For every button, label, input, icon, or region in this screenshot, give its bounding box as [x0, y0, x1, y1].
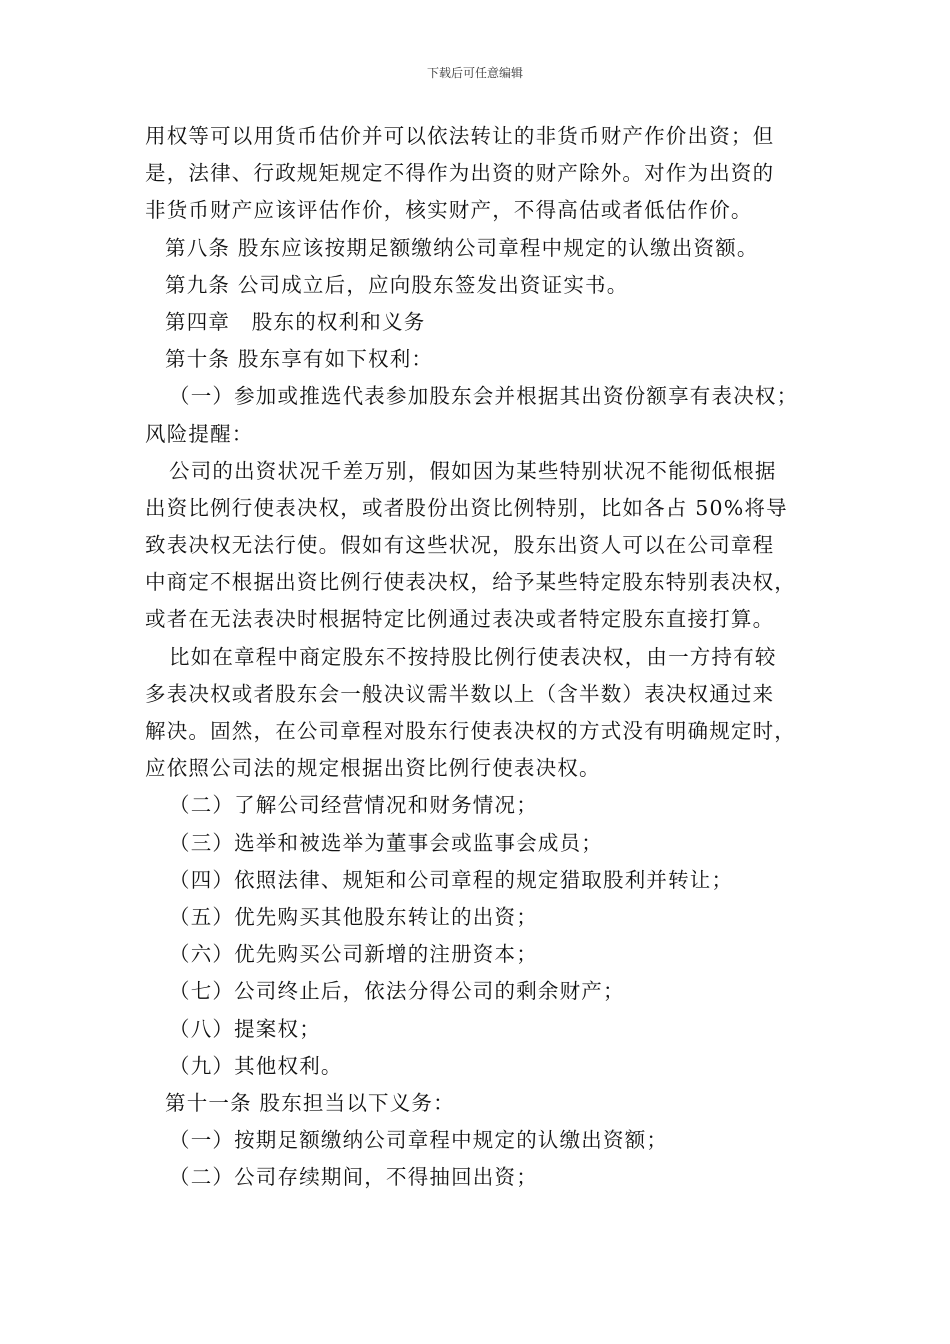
list-item: （四）依照法律、规矩和公司章程的规定猎取股利并转让；	[169, 867, 734, 892]
list-item: （六）优先购买公司新增的注册资本；	[169, 942, 538, 967]
text-line: 是，法律、行政规矩规定不得作为出资的财产除外。对作为出资的	[145, 161, 775, 186]
text-line: 解决。固然，在公司章程对股东行使表决权的方式没有明确规定时，	[145, 719, 796, 743]
page-header: 下载后可任意编辑	[426, 66, 523, 80]
list-item: （八）提案权；	[169, 1016, 321, 1041]
list-item: （一）参加或推选代表参加股东会并根据其出资份额享有表决权；	[169, 384, 799, 409]
list-item: （一）按期足额缴纳公司章程中规定的认缴出资额；	[169, 1128, 669, 1153]
text-line: 公司的出资状况千差万别，假如因为某些特别状况不能彻低根据	[169, 458, 777, 483]
list-item: （三）选举和被选举为董事会或监事会成员；	[169, 830, 603, 855]
list-item: （二）了解公司经营情况和财务情况；	[169, 793, 538, 818]
text-line: 或者在无法表决时根据特定比例通过表决或者特定股东直接打算。	[145, 607, 775, 632]
text-line: 致表决权无法行使。假如有这些状况，股东出资人可以在公司章程	[145, 533, 775, 558]
article-11: 第十一条 股东担当以下义务：	[165, 1090, 455, 1115]
article-10: 第十条 股东享有如下权利：	[165, 347, 434, 372]
text-line: 比如在章程中商定股东不按持股比例行使表决权，由一方持有较	[169, 644, 777, 669]
text-line: 用权等可以用货币估价并可以依法转让的非货币财产作价出资；但	[145, 124, 775, 148]
risk-reminder-heading: 风险提醒：	[145, 421, 254, 446]
document-body	[145, 118, 825, 1196]
list-item: （二）公司存续期间，不得抽回出资；	[169, 1165, 538, 1190]
list-item: （五）优先购买其他股东转让的出资；	[169, 904, 538, 929]
text-line: 出资比例行使表决权，或者股份出资比例特别，比如各占 50%将导	[145, 495, 788, 520]
chapter-4-heading: 第四章 股东的权利和义务	[165, 309, 426, 334]
article-9: 第九条 公司成立后，应向股东签发出资证实书。	[165, 272, 629, 297]
text-line: 多表决权或者股东会一般决议需半数以上（含半数）表决权通过来	[145, 681, 775, 706]
list-item: （七）公司终止后，依法分得公司的剩余财产；	[169, 979, 625, 1004]
text-line: 应依照公司法的规定根据出资比例行使表决权。	[145, 756, 601, 781]
article-8: 第八条 股东应该按期足额缴纳公司章程中规定的认缴出资额。	[165, 235, 759, 260]
text-line: 中商定不根据出资比例行使表决权，给予某些特定股东特别表决权，	[145, 570, 796, 595]
list-item: （九）其他权利。	[169, 1053, 343, 1078]
text-line: 非货币财产应该评估作价，核实财产，不得高估或者低估作价。	[145, 198, 753, 223]
